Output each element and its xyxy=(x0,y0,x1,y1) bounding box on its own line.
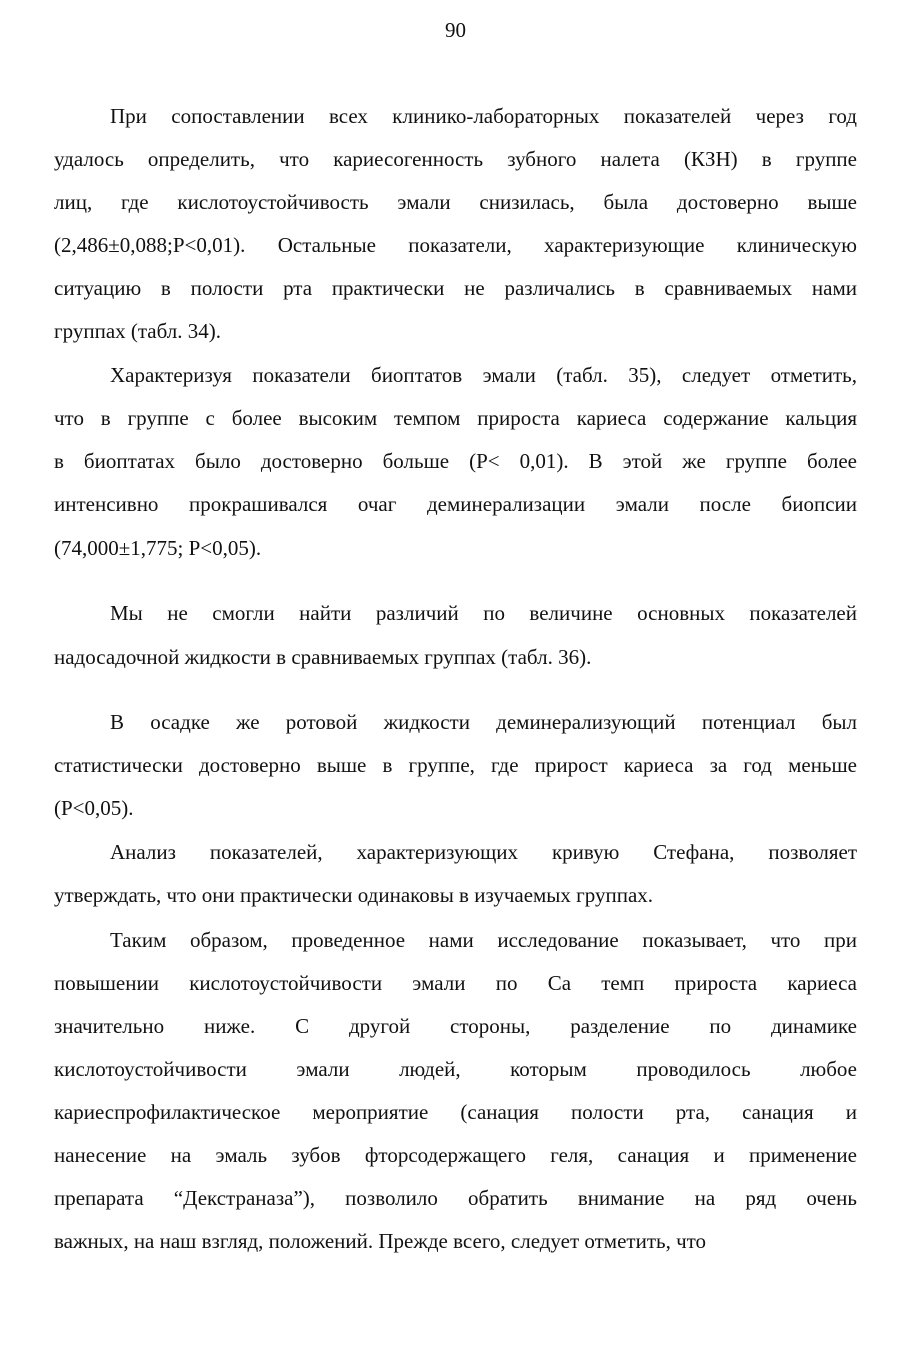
paragraph-6-line-7: препарата “Декстраназа”), позволило обратить внимание на ряд очень xyxy=(54,1186,857,1210)
paragraph-2-line-5: (74,000±1,775; Р<0,05). xyxy=(54,536,262,560)
page-number: 90 xyxy=(445,18,466,42)
paragraph-1-line-6: группах (табл. 34). xyxy=(54,319,222,343)
paragraph-4-line-2: статистически достоверно выше в группе, где прирост кариеса за год меньше xyxy=(54,753,857,777)
paragraph-4-line-3: (Р<0,05). xyxy=(54,796,134,820)
paragraph-6-line-8: важных, на наш взгляд, положений. Прежде всего, следует отметить, что xyxy=(54,1229,707,1253)
paragraph-6-line-5: кариеспрофилактическое мероприятие (санация полости рта, санация и xyxy=(54,1100,857,1124)
paragraph-4-line-1: В осадке же ротовой жидкости деминерализующий потенциал был xyxy=(110,710,857,734)
paragraph-1-line-5: ситуацию в полости рта практически не различались в сравниваемых нами xyxy=(54,276,857,300)
paragraph-6-line-3: значительно ниже. С другой стороны, разделение по динамике xyxy=(54,1014,857,1038)
paragraph-2-line-4: интенсивно прокрашивался очаг деминерализации эмали после биопсии xyxy=(54,492,857,516)
paragraph-1-line-4: (2,486±0,088;Р<0,01). Остальные показатели, характеризующие клиническую xyxy=(54,233,857,257)
paragraph-1-line-1: При сопоставлении всех клинико-лабораторных показателей через год xyxy=(110,104,857,128)
paragraph-3-line-2: надосадочной жидкости в сравниваемых группах (табл. 36). xyxy=(54,645,592,669)
paragraph-1-line-3: лиц, где кислотоустойчивость эмали снизилась, была достоверно выше xyxy=(54,190,857,214)
paragraph-6-line-1: Таким образом, проведенное нами исследование показывает, что при xyxy=(110,928,857,952)
paragraph-2-line-3: в биоптатах было достоверно больше (Р< 0,01). В этой же группе более xyxy=(54,449,857,473)
paragraph-6-line-4: кислотоустойчивости эмали людей, которым проводилось любое xyxy=(54,1057,857,1081)
paragraph-5-line-1: Анализ показателей, характеризующих кривую Стефана, позволяет xyxy=(110,840,857,864)
paragraph-2-line-2: что в группе с более высоким темпом прироста кариеса содержание кальция xyxy=(54,406,857,430)
paragraph-3-line-1: Мы не смогли найти различий по величине основных показателей xyxy=(110,601,857,625)
paragraph-5-line-2: утверждать, что они практически одинаковы в изучаемых группах. xyxy=(54,883,654,907)
paragraph-1-line-2: удалось определить, что кариесогенность зубного налета (КЗН) в группе xyxy=(54,147,857,171)
paragraph-6-line-2: повышении кислотоустойчивости эмали по Са темп прироста кариеса xyxy=(54,971,857,995)
paragraph-6-line-6: нанесение на эмаль зубов фторсодержащего геля, санация и применение xyxy=(54,1143,857,1167)
paragraph-2-line-1: Характеризуя показатели биоптатов эмали (табл. 35), следует отметить, xyxy=(110,363,857,387)
